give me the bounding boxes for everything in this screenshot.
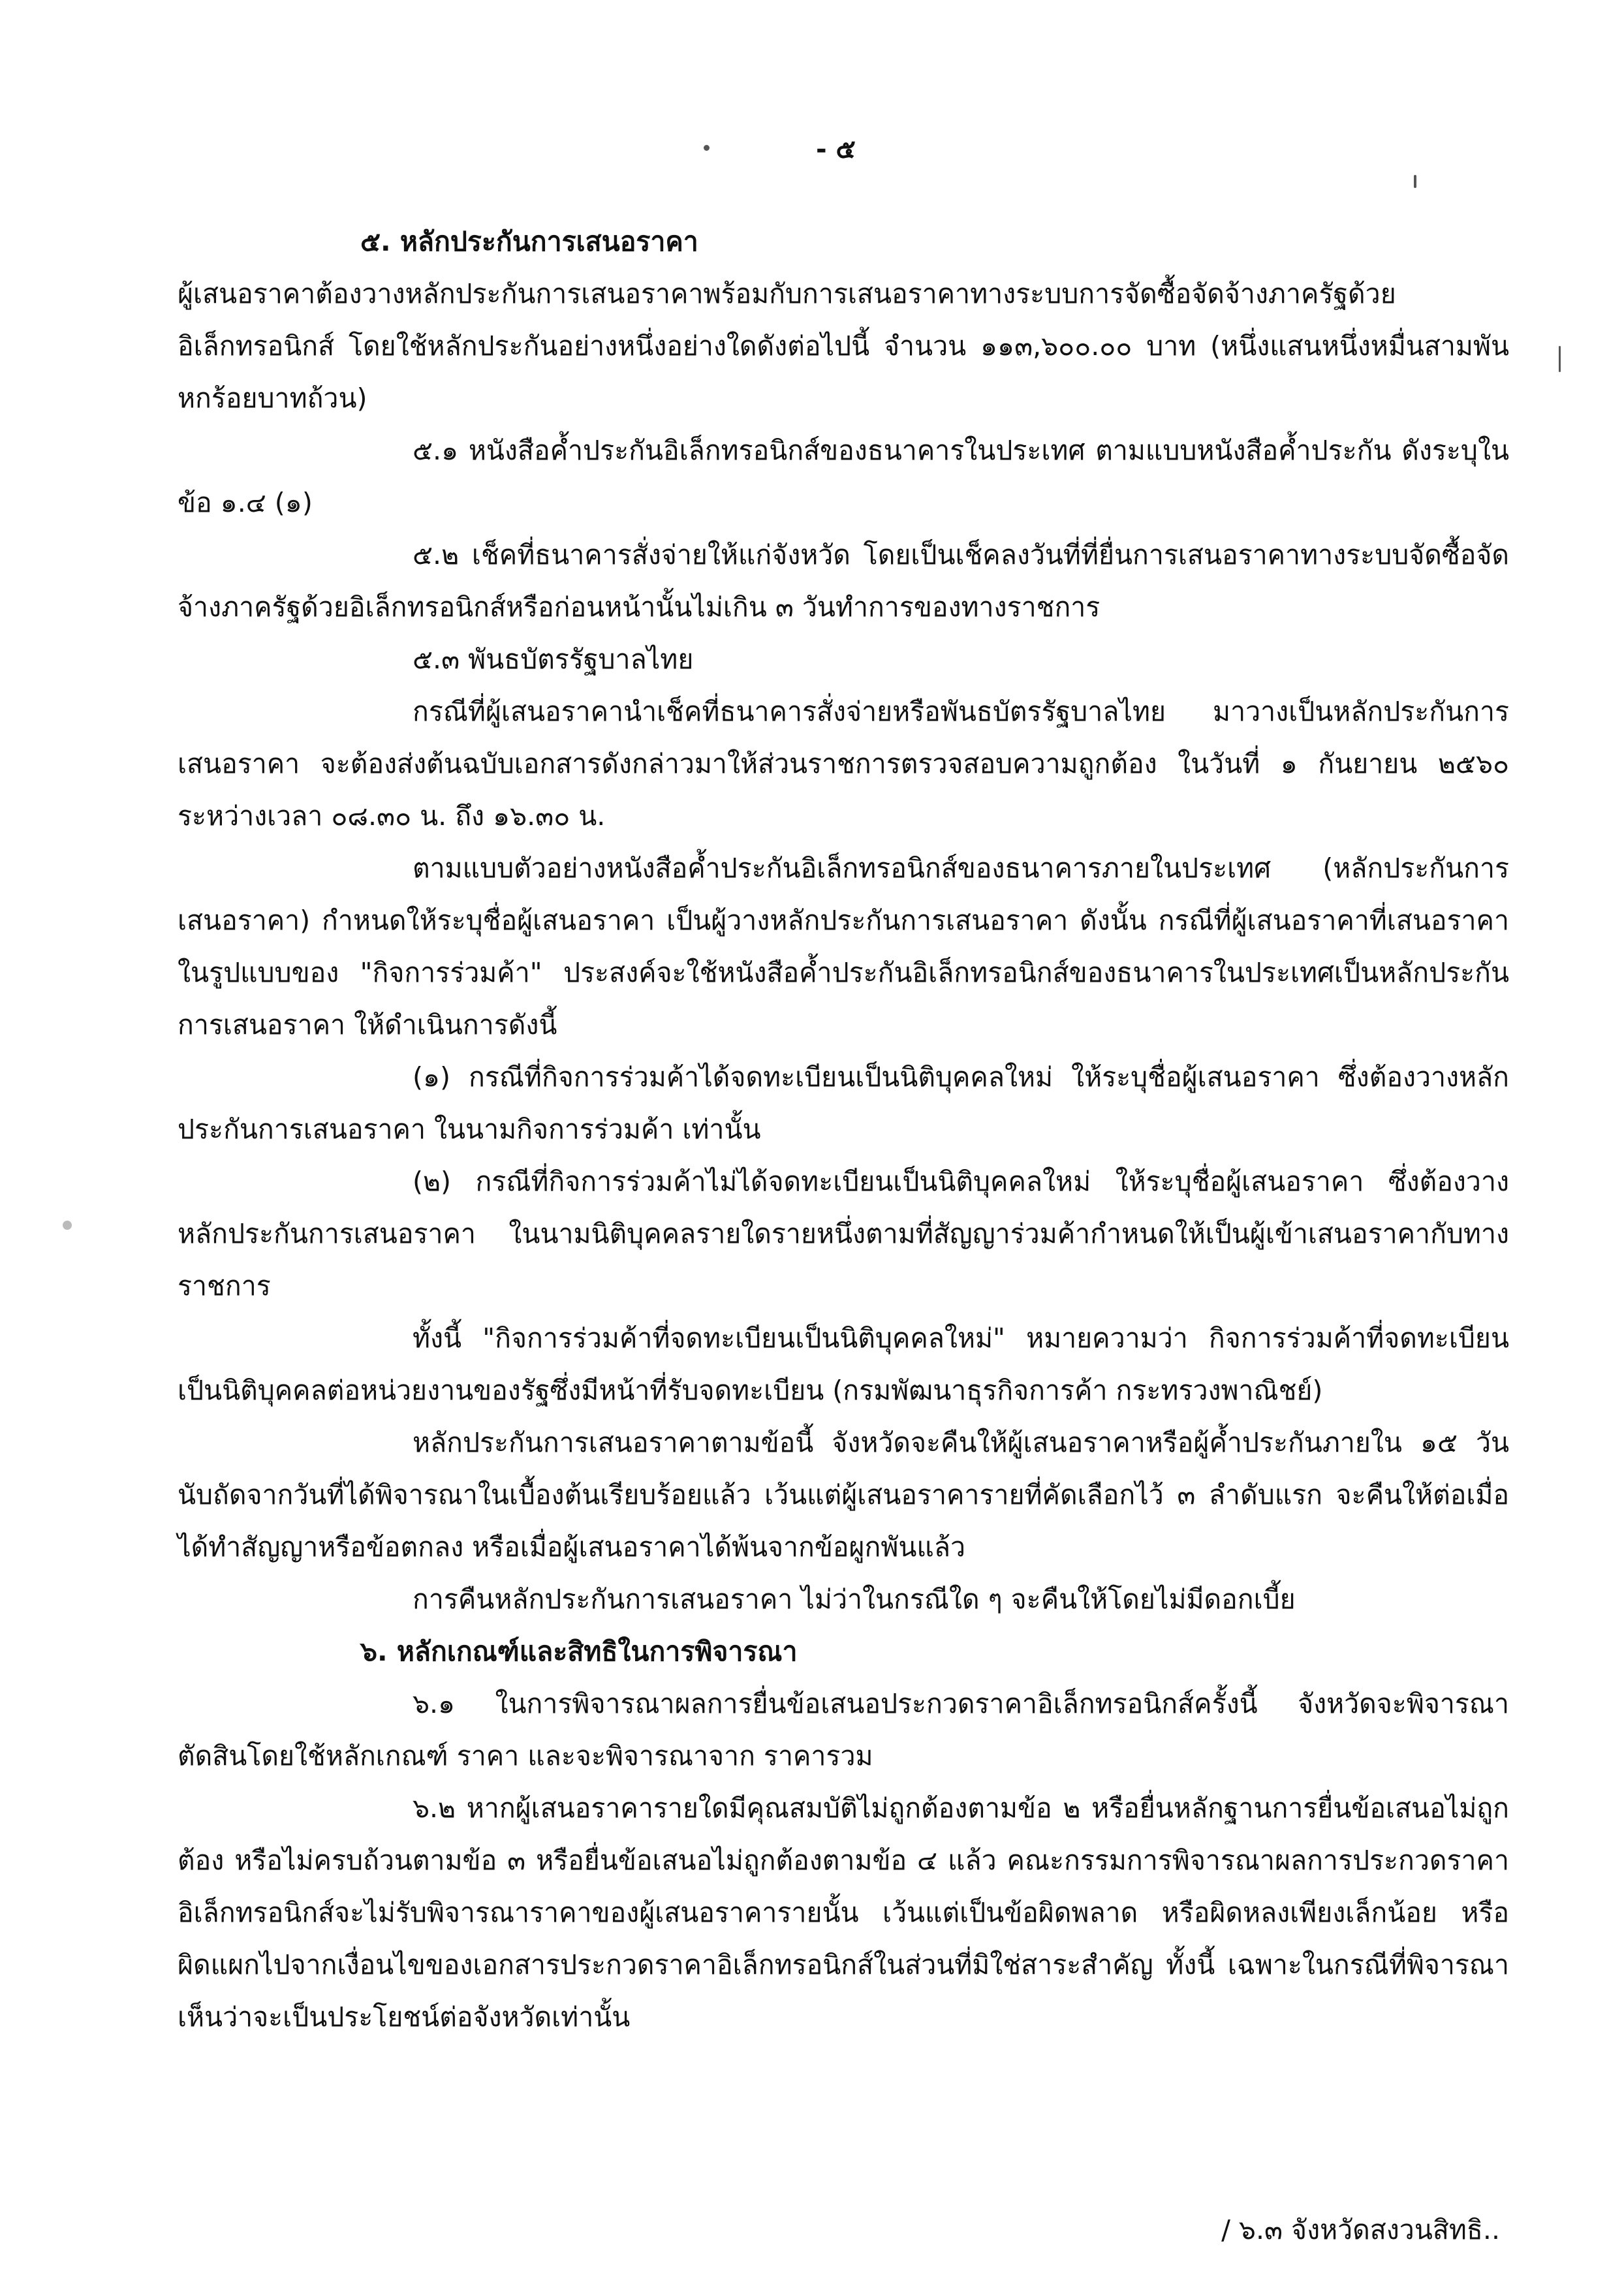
scan-speck xyxy=(704,145,710,151)
definition-paragraph: ทั้งนี้ "กิจการร่วมค้าที่จดทะเบียนเป็นนิติบุคคลใหม่" หมายความว่า กิจการร่วมค้าที่จดทะเบียนเป็นนิติบุคคลต่อหน่วยงานของรัฐซึ่งมีหน้าที่รับจดทะเบียน (กรมพัฒนาธุรกิจการค้า กระทรวงพาณิชย์) xyxy=(178,1322,1509,1406)
section-6-heading: ๖. หลักเกณฑ์และสิทธิในการพิจารณา xyxy=(360,1636,798,1667)
sample-guarantee-paragraph: ตามแบบตัวอย่างหนังสือค้ำประกันอิเล็กทรอนิกส์ของธนาคารภายในประเทศ (หลักประกันการเสนอราคา) กำหนดให้ระบุชื่อผู้เสนอราคา เป็นผู้วางหลักประกันการเสนอราคา ดังนั้น กรณีที่ผู้เสนอราคาที่เสนอราคาในรูปแบบของ "กิจการร่วมค้า" ประสงค์จะใช้หนังสือค้ำประกันอิเล็กทรอนิกส์ของธนาคารในประเทศเป็นหลักประกันการเสนอราคา ให้ดำเนินการดังนี้ xyxy=(178,852,1509,1040)
item-6-1: ๖.๑ ในการพิจารณาผลการยื่นข้อเสนอประกวดราคาอิเล็กทรอนิกส์ครั้งนี้ จังหวัดจะพิจารณาตัดสินโดยใช้หลักเกณฑ์ ราคา และจะพิจารณาจาก ราคารวม xyxy=(178,1688,1509,1772)
cheque-paragraph: กรณีที่ผู้เสนอราคานำเช็คที่ธนาคารสั่งจ่ายหรือพันธบัตรรัฐบาลไทย มาวางเป็นหลักประกันการเสนอราคา จะต้องส่งต้นฉบับเอกสารดังกล่าวมาให้ส่วนราชการตรวจสอบความถูกต้อง ในวันที่ ๑ กันยายน ๒๕๖๐ ระหว่างเวลา ๐๘.๓๐ น. ถึง ๑๖.๓๐ น. xyxy=(178,696,1509,832)
section-5-heading: ๕. หลักประกันการเสนอราคา xyxy=(360,226,698,257)
scan-speck xyxy=(1414,175,1416,188)
scan-speck xyxy=(1559,346,1561,372)
document-body xyxy=(178,215,1509,2043)
item-6-2: ๖.๒ หากผู้เสนอราคารายใดมีคุณสมบัติไม่ถูกต้องตามข้อ ๒ หรือยื่นหลักฐานการยื่นข้อเสนอไม่ถูกต้อง หรือไม่ครบถ้วนตามข้อ ๓ หรือยื่นข้อเสนอไม่ถูกต้องตามข้อ ๔ แล้ว คณะกรรมการพิจารณาผลการประกวดราคาอิเล็กทรอนิกส์จะไม่รับพิจารณาราคาของผู้เสนอราคารายนั้น เว้นแต่เป็นข้อผิดพลาด หรือผิดหลงเพียงเล็กน้อย หรือผิดแผกไปจากเงื่อนไขของเอกสารประกวดราคาอิเล็กทรอนิกส์ในส่วนที่มิใช่สาระสำคัญ ทั้งนี้ เฉพาะในกรณีที่พิจารณาเห็นว่าจะเป็นประโยชน์ต่อจังหวัดเท่านั้น xyxy=(178,1792,1509,2033)
item-5-3: ๕.๓ พันธบัตรรัฐบาลไทย xyxy=(413,644,694,675)
no-interest-paragraph: การคืนหลักประกันการเสนอราคา ไม่ว่าในกรณีใด ๆ จะคืนให้โดยไม่มีดอกเบี้ย xyxy=(413,1584,1296,1615)
joint-venture-case-2: (๒) กรณีที่กิจการร่วมค้าไม่ได้จดทะเบียนเป็นนิติบุคคลใหม่ ให้ระบุชื่อผู้เสนอราคา ซึ่งต้องวางหลักประกันการเสนอราคา ในนามนิติบุคคลรายใดรายหนึ่งตามที่สัญญาร่วมค้ากำหนดให้เป็นผู้เข้าเสนอราคากับทางราชการ xyxy=(178,1166,1509,1302)
guarantee-return-paragraph: หลักประกันการเสนอราคาตามข้อนี้ จังหวัดจะคืนให้ผู้เสนอราคาหรือผู้ค้ำประกันภายใน ๑๕ วัน นับถัดจากวันที่ได้พิจารณาในเบื้องต้นเรียบร้อยแล้ว เว้นแต่ผู้เสนอราคารายที่คัดเลือกไว้ ๓ ลำดับแรก จะคืนให้ต่อเมื่อได้ทำสัญญาหรือข้อตกลง หรือเมื่อผู้เสนอราคาได้พ้นจากข้อผูกพันแล้ว xyxy=(178,1427,1509,1563)
joint-venture-case-1: (๑) กรณีที่กิจการร่วมค้าได้จดทะเบียนเป็นนิติบุคคลใหม่ ให้ระบุชื่อผู้เสนอราคา ซึ่งต้องวางหลักประกันการเสนอราคา ในนามกิจการร่วมค้า เท่านั้น xyxy=(178,1061,1509,1145)
scan-speck xyxy=(63,1221,72,1230)
item-5-1: ๕.๑ หนังสือค้ำประกันอิเล็กทรอนิกส์ของธนาคารในประเทศ ตามแบบหนังสือค้ำประกัน ดังระบุในข้อ ๑.๔ (๑) xyxy=(178,435,1509,518)
item-5-2: ๕.๒ เช็คที่ธนาคารสั่งจ่ายให้แก่จังหวัด โดยเป็นเช็คลงวันที่ที่ยื่นการเสนอราคาทางระบบจัดซื้อจัดจ้างภาครัฐด้วยอิเล็กทรอนิกส์หรือก่อนหน้านั้นไม่เกิน ๓ วันทำการของทางราชการ xyxy=(178,539,1509,623)
section-5-intro: ผู้เสนอราคาต้องวางหลักประกันการเสนอราคาพร้อมกับการเสนอราคาทางระบบการจัดซื้อจัดจ้างภาครัฐด้วยอิเล็กทรอนิกส์ โดยใช้หลักประกันอย่างหนึ่งอย่างใดดังต่อไปนี้ จำนวน ๑๑๓,๖๐๐.๐๐ บาท (หนึ่งแสนหนึ่งหมื่นสามพันหกร้อยบาทถ้วน) xyxy=(178,278,1509,414)
page-number: - ๕ xyxy=(816,134,856,164)
continuation-footer: / ๖.๓ จังหวัดสงวนสิทธิ.. xyxy=(1221,2214,1500,2245)
